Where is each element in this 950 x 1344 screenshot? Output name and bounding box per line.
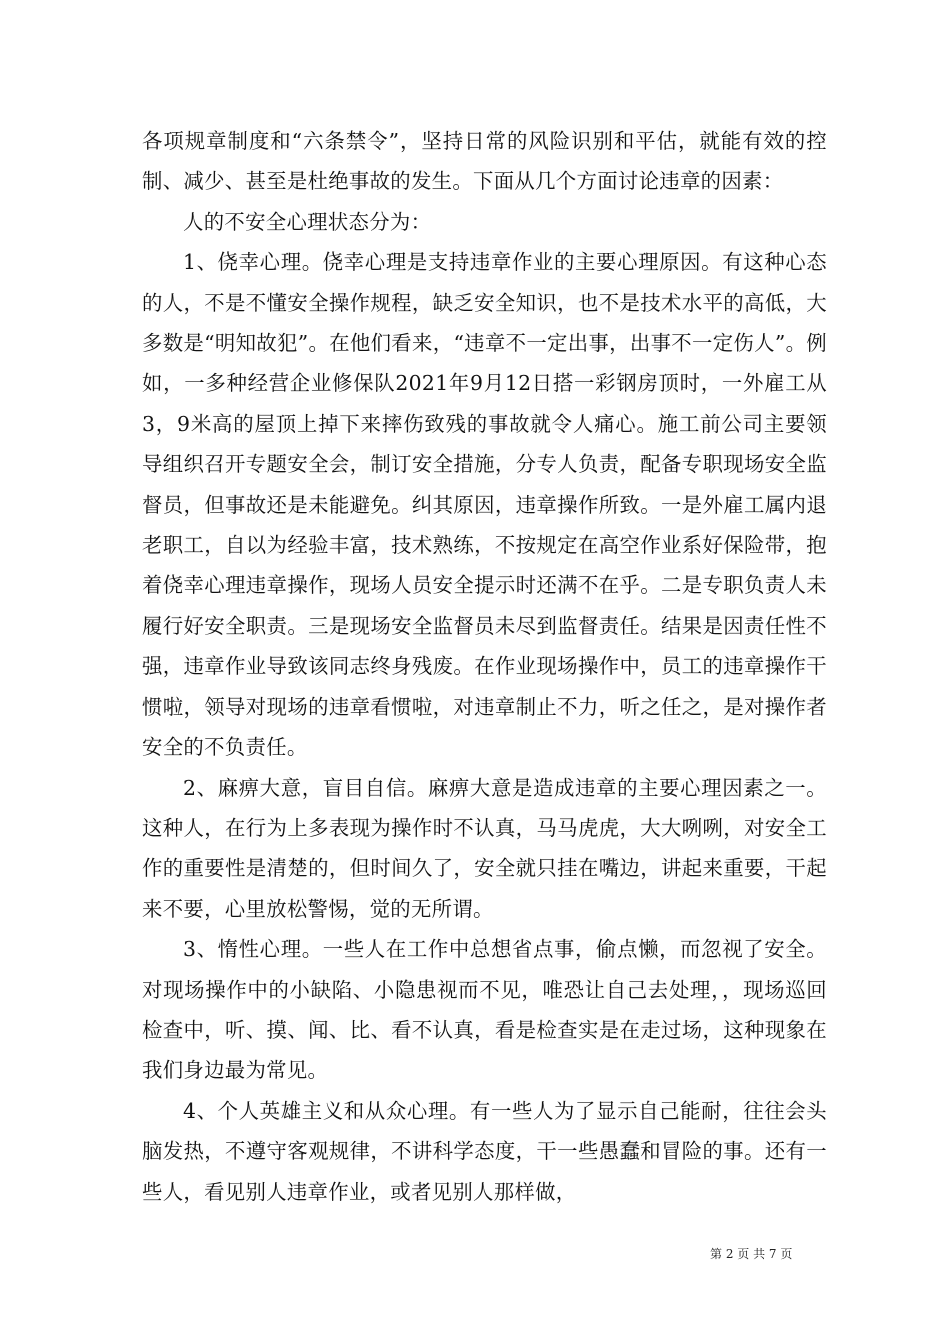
page-number: 第 2 页 共 7 页 <box>710 1247 793 1261</box>
paragraph-item-1: 1、侥幸心理。侥幸心理是支持违章作业的主要心理原因。有这种心态的人，不是不懂安全操作规程，缺乏安全知识，也不是技术水平的高低，大多数是“明知故犯”。在他们看来，“违章不一定出事，出事不一定伤人”。例如，一多种经营企业修保队2021年9月12日搭一彩钢房顶时，一外雇工从3，9米高的屋顶上掉下来摔伤致残的事故就令人痛心。施工前公司主要领导组织召开专题安全会，制订安全措施，分专人负责，配备专职现场安全监督员，但事故还是未能避免。纠其原因，违章操作所致。一是外雇工属内退老职工，自以为经验丰富，技术熟练，不按规定在高空作业系好保险带，抱着侥幸心理违章操作，现场人员安全提示时还满不在乎。二是专职负责人未履行好安全职责。三是现场安全监督员未尽到监督责任。结果是因责任性不强，违章作业导致该同志终身残废。在作业现场操作中，员工的违章操作干惯啦，领导对现场的违章看惯啦，对违章制止不力，听之任之，是对操作者安全的不负责任。 <box>142 250 827 760</box>
paragraph-item-2: 2、麻痹大意，盲目自信。麻痹大意是造成违章的主要心理因素之一。这种人，在行为上多表现为操作时不认真，马马虎虎，大大咧咧，对安全工作的重要性是清楚的，但时间久了，安全就只挂在嘴边，讲起来重要，干起来不要，心里放松警惕，觉的无所谓。 <box>142 775 827 921</box>
paragraph-continuation: 各项规章制度和“六条禁令”，坚持日常的风险识别和平估，就能有效的控制、减少、甚至是杜绝事故的发生。下面从几个方面讨论违章的因素： <box>142 129 827 194</box>
paragraph-item-3: 3、惰性心理。一些人在工作中总想省点事，偷点懒，而忽视了安全。对现场操作中的小缺陷、小隐患视而不见，唯恐让自己去处理，，现场巡回检查中，听、摸、闻、比、看不认真，看是检查实是在走过场，这种现象在我们身边最为常见。 <box>142 937 827 1083</box>
paragraph-intro: 人的不安全心理状态分为： <box>183 209 432 234</box>
paragraph-item-4: 4、个人英雄主义和从众心理。有一些人为了显示自己能耐，往往会头脑发热，不遵守客观规律，不讲科学态度，干一些愚蠢和冒险的事。还有一些人，看见别人违章作业，或者见别人那样做， <box>142 1098 827 1204</box>
document-body <box>142 121 827 1212</box>
